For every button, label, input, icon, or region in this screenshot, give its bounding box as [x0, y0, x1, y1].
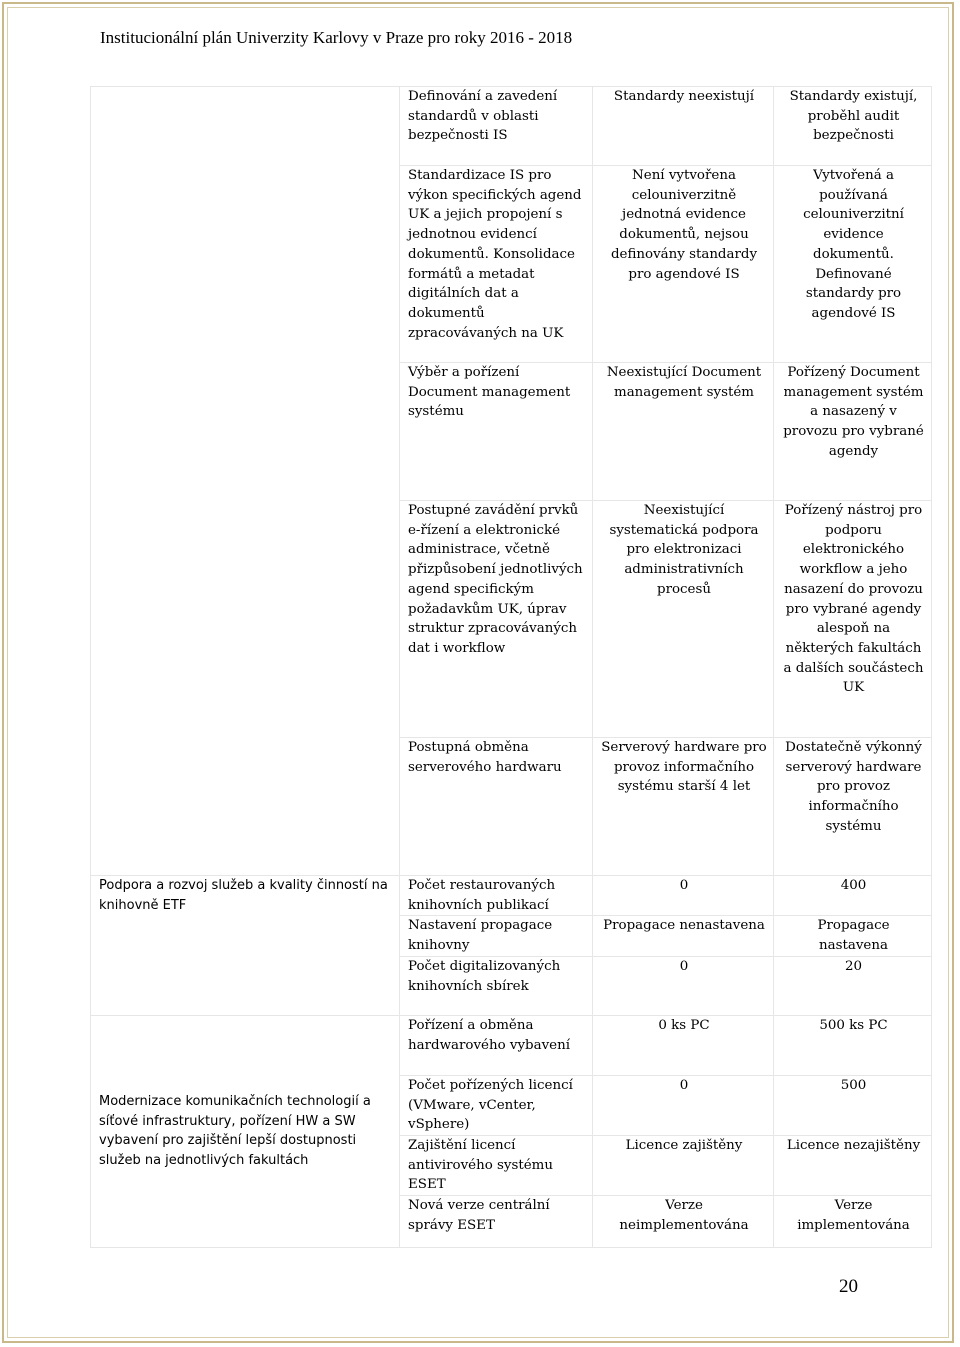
target-state-cell: 400: [774, 876, 932, 916]
initial-state-cell: Serverový hardware pro provoz informačního systému starší 4 let: [593, 738, 774, 876]
initial-state-cell: Není vytvořena celouniverzitně jednotná evidence dokumentů, nejsou definovány standardy pro agendové IS: [593, 166, 774, 363]
goal-cell: Podpora a rozvoj služeb a kvality činností na knihovně ETF: [91, 876, 400, 1016]
indicator-cell: Počet pořízených licencí (VMware, vCenter, vSphere): [400, 1075, 593, 1135]
target-state-cell: Propagace nastavena: [774, 916, 932, 956]
initial-state-cell: Standardy neexistují: [593, 87, 774, 166]
target-state-cell: Dostatečně výkonný serverový hardware pro provoz informačního systému: [774, 738, 932, 876]
target-state-cell: Verze implementována: [774, 1196, 932, 1248]
indicator-cell: Postupná obměna serverového hardwaru: [400, 738, 593, 876]
indicator-cell: Standardizace IS pro výkon specifických agend UK a jejich propojení s jednotnou evidencí dokumentů. Konsolidace formátů a metadat digitálních dat a dokumentů zpracovávaných na UK: [400, 166, 593, 363]
initial-state-cell: Licence zajištěny: [593, 1135, 774, 1195]
document-header: Institucionální plán Univerzity Karlovy v Praze pro roky 2016 - 2018: [100, 28, 573, 47]
target-state-cell: Standardy existují, proběhl audit bezpečnosti: [774, 87, 932, 166]
goal-cell-empty: [91, 87, 400, 876]
indicator-cell: Definování a zavedení standardů v oblasti bezpečnosti IS: [400, 87, 593, 166]
page-number: 20: [839, 1276, 858, 1297]
initial-state-cell: Verze neimplementována: [593, 1196, 774, 1248]
table-row: [91, 87, 932, 166]
target-state-cell: Licence nezajištěny: [774, 1135, 932, 1195]
target-state-cell: Pořízený Document management systém a nasazený v provozu pro vybrané agendy: [774, 363, 932, 501]
target-state-cell: Vytvořená a používaná celouniverzitní evidence dokumentů. Definované standardy pro agendové IS: [774, 166, 932, 363]
initial-state-cell: Propagace nenastavena: [593, 916, 774, 956]
initial-state-cell: 0: [593, 876, 774, 916]
target-state-cell: 20: [774, 956, 932, 1015]
indicator-cell: Výběr a pořízení Document management systému: [400, 363, 593, 501]
target-state-cell: Pořízený nástroj pro podporu elektronického workflow a jeho nasazení do provozu pro vybrané agendy alespoň na některých fakultách a dalších součástech UK: [774, 501, 932, 738]
indicator-cell: Nová verze centrální správy ESET: [400, 1196, 593, 1248]
indicator-cell: Počet digitalizovaných knihovních sbírek: [400, 956, 593, 1015]
indicator-cell: Pořízení a obměna hardwarového vybavení: [400, 1015, 593, 1075]
initial-state-cell: Neexistující systematická podpora pro elektronizaci administrativních procesů: [593, 501, 774, 738]
initial-state-cell: 0 ks PC: [593, 1015, 774, 1075]
indicator-cell: Počet restaurovaných knihovních publikací: [400, 876, 593, 916]
initial-state-cell: 0: [593, 956, 774, 1015]
table-row: [91, 876, 932, 916]
target-state-cell: 500: [774, 1075, 932, 1135]
plan-table: [90, 86, 932, 1248]
target-state-cell: 500 ks PC: [774, 1015, 932, 1075]
initial-state-cell: Neexistující Document management systém: [593, 363, 774, 501]
indicator-cell: Postupné zavádění prvků e-řízení a elektronické administrace, včetně přizpůsobení jednotlivých agend specifickým požadavkům UK, úprav struktur zpracovávaných dat i workflow: [400, 501, 593, 738]
table-row: [91, 1015, 932, 1075]
initial-state-cell: 0: [593, 1075, 774, 1135]
goal-cell: Modernizace komunikačních technologií a síťové infrastruktury, pořízení HW a SW vybavení pro zajištění lepší dostupnosti služeb na jednotlivých fakultách: [91, 1015, 400, 1247]
indicator-cell: Zajištění licencí antivirového systému ESET: [400, 1135, 593, 1195]
indicator-cell: Nastavení propagace knihovny: [400, 916, 593, 956]
